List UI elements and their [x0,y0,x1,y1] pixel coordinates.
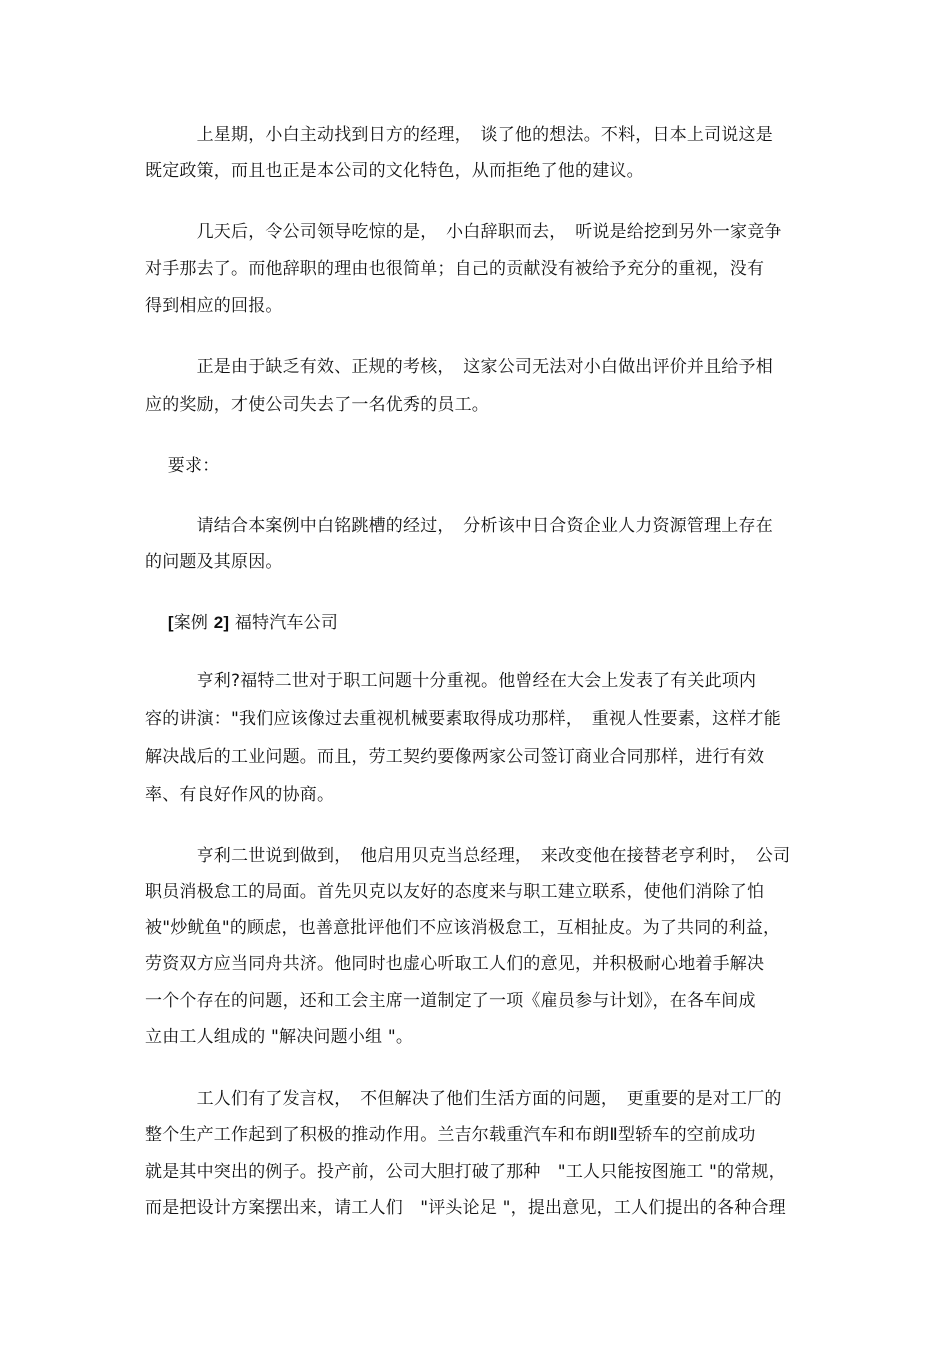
paragraph-3-line-1: 正是由于缺乏有效、正规的考核， 这家公司无法对小白做出评价并且给予相 [145,357,773,377]
paragraph-2-line-1: 几天后，令公司领导吃惊的是， 小白辞职而去， 听说是给挖到另外一家竞争 [145,222,782,242]
paragraph-7-line-1: 工人们有了发言权， 不但解决了他们生活方面的问题， 更重要的是对工厂的 [145,1089,782,1109]
paragraph-5-line-3: 解决战后的工业问题。而且，劳工契约要像两家公司签订商业合同那样，进行有效 [145,747,765,767]
paragraph-6-line-5: 一个个存在的问题，还和工会主席一道制定了一项《雇员参与计划》，在各车间成 [145,991,756,1011]
paragraph-6-line-4: 劳资双方应当同舟共济。他同时也虚心听取工人们的意见，并积极耐心地着手解决 [145,954,765,974]
case-heading-label: 案例 [173,613,209,633]
paragraph-2-line-2: 对手那去了。而他辞职的理由也很简单；自己的贡献没有被给予充分的重视，没有 [145,259,765,279]
case-heading-bracket: [ [167,613,174,632]
paragraph-4-line-1: 请结合本案例中白铭跳槽的经过， 分析该中日合资企业人力资源管理上存在 [145,516,773,536]
paragraph-7-line-4: 而是把设计方案摆出来，请工人们 "评头论足 "，提出意见，工人们提出的各种合理 [145,1198,786,1218]
paragraph-4-line-2: 的问题及其原因。 [145,552,283,572]
case-heading [145,611,840,635]
paragraph-6-line-6: 立由工人组成的 "解决问题小组 "。 [145,1027,414,1047]
paragraph-6-line-2: 职员消极怠工的局面。首先贝克以友好的态度来与职工建立联系，使他们消除了怕 [145,882,765,902]
paragraph-5-line-1: 亨利?福特二世对于职工问题十分重视。他曾经在大会上发表了有关此项内 [145,671,757,691]
case-heading-number: 2] [213,613,230,632]
paragraph-1-line-2: 既定政策，而且也正是本公司的文化特色，从而拒绝了他的建议。 [145,161,644,181]
paragraph-1-line-1: 上星期，小白主动找到日方的经理， 谈了他的想法。不料，日本上司说这是 [145,125,773,145]
paragraph-3-line-2: 应的奖励，才使公司失去了一名优秀的员工。 [145,395,489,415]
paragraph-5-line-4: 率、有良好作风的协商。 [145,785,335,805]
paragraph-2-line-3: 得到相应的回报。 [145,296,283,316]
paragraph-7-line-2: 整个生产工作起到了积极的推动作用。兰吉尔载重汽车和布朗Ⅱ型轿车的空前成功 [145,1125,756,1145]
paragraph-6-line-3: 被"炒鱿鱼"的顾虑，也善意批评他们不应该消极怠工，互相扯皮。为了共同的利益， [145,918,781,938]
case-heading-title: 福特汽车公司 [234,613,339,633]
case-heading-prefix [145,613,168,633]
paragraph-7-line-3: 就是其中突出的例子。投产前，公司大胆打破了那种 "工人只能按图施工 "的常规， [145,1162,786,1182]
paragraph-6-line-1: 亨利二世说到做到， 他启用贝克当总经理， 来改变他在接替老亨利时， 公司 [145,846,791,866]
requirements-label: 要求： [145,456,220,476]
paragraph-5-line-2: 容的讲演："我们应该像过去重视机械要素取得成功那样， 重视人性要素，这样才能 [145,709,781,729]
